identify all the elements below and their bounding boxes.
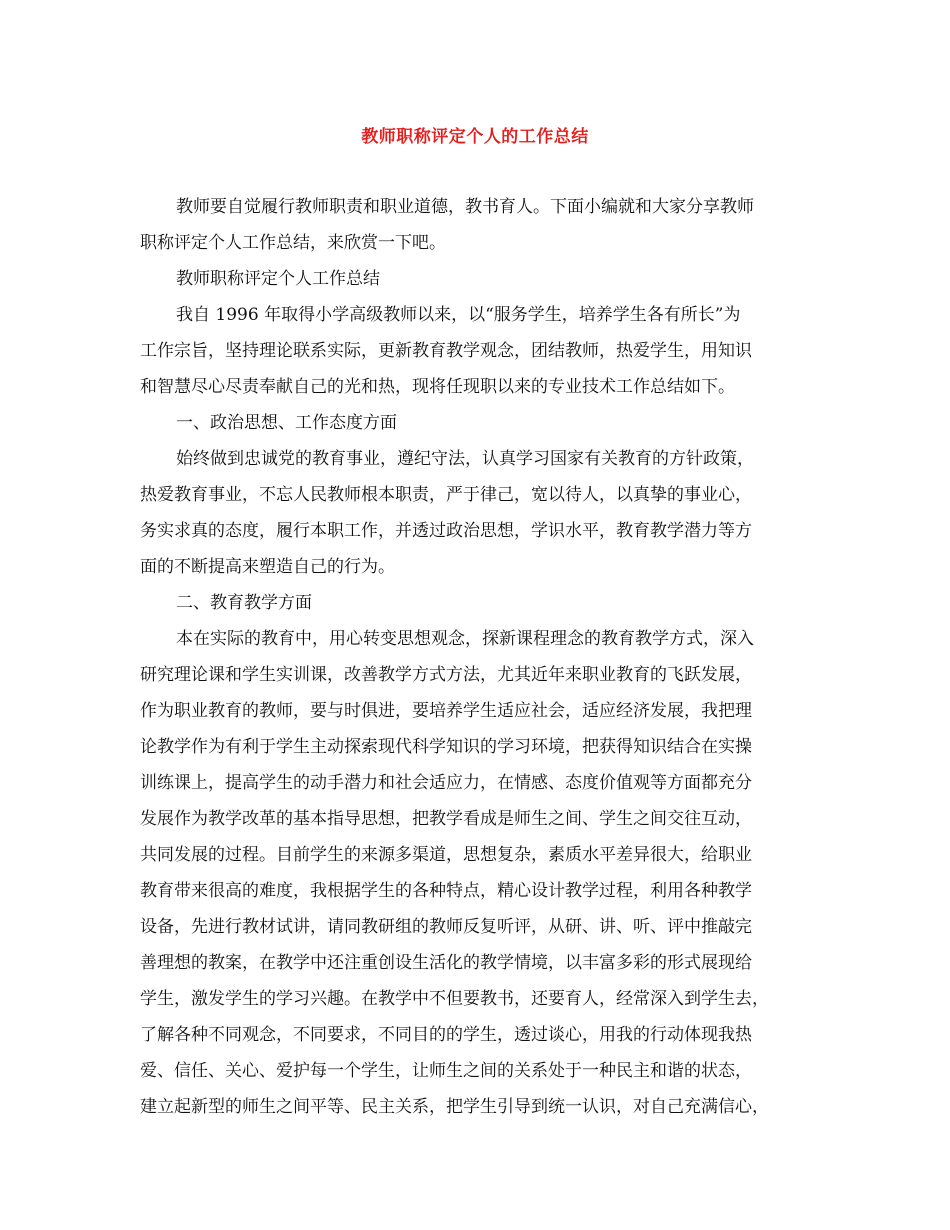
text-line: 设备，先进行教材试讲，请同教研组的教师反复听评，从研、讲、听、评中推敲完 <box>140 917 752 937</box>
section-heading: 一、政治思想、工作态度方面 <box>176 413 397 433</box>
text-line: 爱、信任、关心、爱护每一个学生，让师生之间的关系处于一种民主和谐的状态， <box>140 1061 752 1081</box>
text-line: 了解各种不同观念，不同要求，不同目的的学生，透过谈心，用我的行动体现我热 <box>140 1025 752 1045</box>
text-line: 工作宗旨，坚持理论联系实际，更新教育教学观念，团结教师，热爱学生，用知识 <box>140 341 752 361</box>
text-line: 教育带来很高的难度，我根据学生的各种特点，精心设计教学过程，利用各种教学 <box>140 881 752 901</box>
text-line: 学生，激发学生的学习兴趣。在教学中不但要教书，还要育人，经常深入到学生去， <box>140 989 769 1009</box>
text-line: 我自 1996 年取得小学高级教师以来，以“服务学生，培养学生各有所长”为 <box>176 305 741 325</box>
text-line: 面的不断提高来塑造自己的行为。 <box>140 557 395 577</box>
text-line: 和智慧尽心尽责奉献自己的光和热，现将任现职以来的专业技术工作总结如下。 <box>140 377 735 397</box>
text-line: 论教学作为有利于学生主动探索现代科学知识的学习环境，把获得知识结合在实操 <box>140 737 752 757</box>
document-title: 教师职称评定个人的工作总结 <box>361 127 589 147</box>
text-line: 建立起新型的师生之间平等、民主关系，把学生引导到统一认识，对自己充满信心， <box>140 1097 769 1117</box>
text-line: 教师职称评定个人工作总结 <box>176 269 380 289</box>
text-line: 始终做到忠诚党的教育事业，遵纪守法，认真学习国家有关教育的方针政策， <box>176 449 754 469</box>
section-heading: 二、教育教学方面 <box>176 593 312 613</box>
text-line: 热爱教育事业，不忘人民教师根本职责，严于律己，宽以待人，以真挚的事业心， <box>140 485 752 505</box>
text-line: 共同发展的过程。目前学生的来源多渠道，思想复杂，素质水平差异很大，给职业 <box>140 845 752 865</box>
text-line: 训练课上，提高学生的动手潜力和社会适应力，在情感、态度价值观等方面都充分 <box>140 773 752 793</box>
text-line: 善理想的教案，在教学中还注重创设生活化的教学情境，以丰富多彩的形式展现给 <box>140 953 752 973</box>
text-line: 教师要自觉履行教师职责和职业道德，教书育人。下面小编就和大家分享教师 <box>176 197 754 217</box>
text-line: 职称评定个人工作总结，来欣赏一下吧。 <box>140 233 446 253</box>
text-line: 作为职业教育的教师，要与时俱进，要培养学生适应社会，适应经济发展，我把理 <box>140 701 752 721</box>
text-line: 务实求真的态度，履行本职工作，并透过政治思想，学识水平，教育教学潜力等方 <box>140 521 752 541</box>
text-line: 发展作为教学改革的基本指导思想，把教学看成是师生之间、学生之间交往互动， <box>140 809 752 829</box>
text-line: 本在实际的教育中，用心转变思想观念，探新课程理念的教育教学方式，深入 <box>176 629 754 649</box>
text-line: 研究理论课和学生实训课，改善教学方式方法，尤其近年来职业教育的飞跃发展， <box>140 665 752 685</box>
